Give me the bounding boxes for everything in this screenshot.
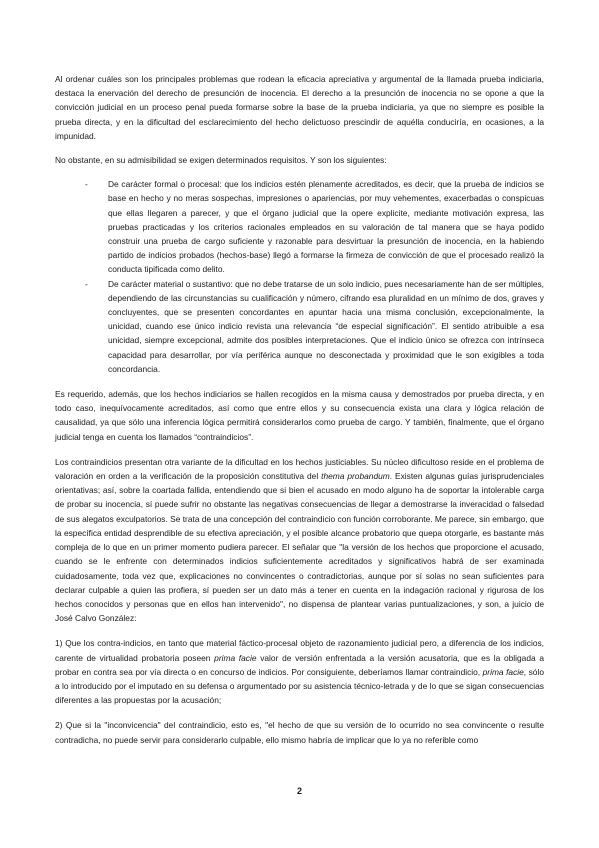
bullet-dash: - [85,179,88,190]
italic-term: thema probandum [321,471,390,482]
italic-term: prima facie [482,666,524,677]
paragraph-additional-requirements: Es requerido, además, que los hechos indiciarios se hallen recogidos en la misma causa y demostrados por prueba directa, y en todo caso, inequívocamente acreditados, así como que entre ellos y su consecuencia exista una clara y lógica relación de causalidad, ya que sólo una inferencia lógica permitirá considerarlos como prueba de cargo. Y también, finalmente, que el órgano judicial tenga en cuenta los llamados “contraindicios”. [55,389,544,442]
paragraph-text: valor de versión enfrentada a la versión acusatoria, que es la obligada a probar en contra sea por vía directa o en concurso de indicios. Por consiguiente, deberíamos llamar contraindicio, [55,652,544,677]
paragraph-text: 1) Que los contra-indicios, en tanto que material fáctico-procesal objeto de razonamiento judicial pero, a diferencia de los indicios, carente de virtualidad probatoria poseen [55,638,544,663]
bullet-formal-requirement: De carácter formal o procesal: que los indicios estén plenamente acreditados, es decir, que la prueba de indicios se base en hecho y no meras sospechas, impresiones o apariencias, por muy vehementes, exacerbadas o conspicuas que ellas llegaren a parecer, y que el órgano judicial que la opere explicite, mediante motivación expresa, las pruebas practicadas y los criterios racionales empleados en su valoración de tal manera que se haya podido construir una prueba de cargo suficiente y razonable para desvirtuar la presunción de inocencia, en la habiendo partido de indicios probados (hechos-base) llegó a formarse la firmeza de convicción de que el procesado realizó la conducta tipificada como delito. [108,179,544,275]
list-item [55,277,544,376]
page-number: 2 [296,786,302,796]
requirements-list [55,177,544,376]
bullet-material-requirement: De carácter material o sustantivo: que no debe tratarse de un solo indicio, pues necesariamente han de ser múltiples, dependiendo de las circunstancias su cualificación y número, cifrando esa pluralidad en un mínimo de dos, graves y concluyentes, que se presenten concordantes en apuntar hacia una misma conclusión, excepcionalmente, la unicidad, cuando ese único indicio revista una relevancia “de especial significación”. El sentido atribuible a esa unicidad, siempre excepcional, admite dos posibles interpretaciones. Que el indicio único se ofrezca con intrínseca capacidad para desarrollar, por vía periférica aunque no desconectada y proximidad que le son exigibles a toda concordancia. [108,278,544,374]
paragraph-point-2: 2) Que si la "inconvicencia" del contraindicio, esto es, "el hecho de que su versión de lo ocurrido no sea convincente o resulte contradicha, no puede servir para considerarlo culpable, ello mismo habría de implicar que lo ya no referible como [55,720,544,745]
paragraph-text: Los contraindicios presentan otra variante de la dificultad en los hechos justiciables. Su núcleo dificultoso reside en el problema de valoración en orden a la verificación de la proposición constitutiva del [55,456,544,482]
bullet-dash: - [85,278,88,289]
paragraph-contraindicios [55,455,544,625]
paragraph-requirements-intro: No obstante, en su admisibilidad se exigen determinados requisitos. Y son los siguientes: [55,155,387,166]
page-content [55,72,544,747]
paragraph-text: , sólo a lo introducido por el imputado en su defensa o argumentado por su asistencia técnico-letrada y de lo que se sigan consecuencias diferentes a las propuestas por la acusación; [55,666,544,706]
paragraph-text: . Existen algunas guías jurisprudenciales orientativas; así, sobre la coartada fallida, entendiendo que si bien el acusado en modo alguno ha de soportar la intolerable carga de probar su inocencia, sí puede sufrir no obstante las negativas consecuencias de llegar a demostrarse la inveracidad o falsedad de sus alegatos exculpatorios. Se trata de una concepción del contraindicio con función corroborante. Me parece, sin embargo, que la específica entidad desprendible de su efectiva apreciación, y el posible alcance probatorio que quepa otorgarle, es bastante más compleja de lo que en un primer momento pudiera parecer. El señalar que "la versión de los hechos que proporcione el acusado, cuando se le enfrente con determinados indicios suficientemente acreditados y significativos habrá de ser examinada cuidadosamente, toda vez que, explicaciones no convincentes o contradictorias, aunque por sí solas no sean suficientes para declarar culpable a quien las profiera, sí pueden ser un dato más a tener en cuenta en la indagación racional y rigurosa de los hechos conocidos y personas que en ellos han intervenido", no dispensa de plantear varias puntualizaciones, y son, a juicio de José Calvo González: [55,471,544,624]
list-item [55,177,544,276]
italic-term: prima facie [214,652,257,663]
paragraph-intro: Al ordenar cuáles son los principales problemas que rodean la eficacia apreciativa y argumental de la llamada prueba indiciaria, destaca la enervación del derecho de presunción de inocencia. El derecho a la presunción de inocencia no se opone a que la convicción judicial en un proceso penal pueda formarse sobre la base de la prueba indiciaria, ya que no siempre es posible la prueba directa, y en la dificultad del esclarecimiento del hecho delictuoso prescindir de aquélla conduciría, en ocasiones, a la impunidad. [55,74,544,141]
paragraph-point-1 [55,636,544,707]
